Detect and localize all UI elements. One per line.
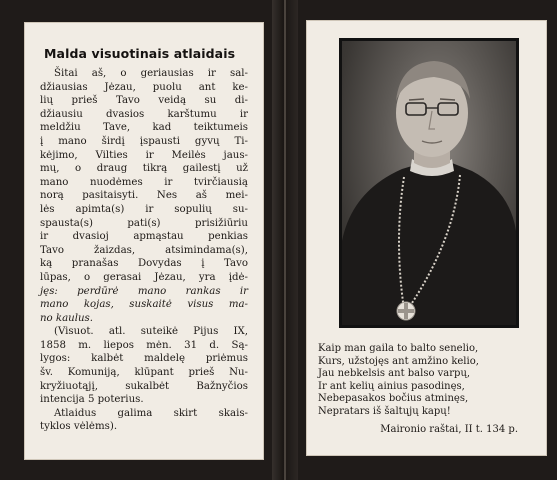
prayer-line: kėjimo, Vilties ir Meilės jaus- [40,149,248,161]
prayer-line: į mano širdį įspausti gyvų Ti- [40,135,248,147]
prayer-line: mano nuodėmes ir tvirčiausią [40,176,248,188]
prayer-line: lūpas, o gerasai Jėzau, yra įdė- [40,271,248,283]
note-line: šv. Komuniją, klūpant prieš Nu- [40,367,248,379]
prayer-line: džiausiu dvasios karštumu ir [40,108,248,120]
prayer-line: ką pranašas Dovydas į Tavo [40,258,248,270]
prayer-line: Šitai aš, o geriausias ir sal- [54,68,248,79]
note-line: kryžiuotąjį, sukalbėt Bažnyčios [40,380,248,392]
note-line: (Visuot. atl. suteikė Pijus IX, [54,326,248,338]
prayer-line: lių prieš Tavo veidą su di- [40,95,248,107]
prayer-line: mano kojas, suskaitė visus ma- [40,299,248,311]
poem-line: Kaip man gaila to balto senelio, [318,343,479,354]
note-line: 1858 m. liepos mėn. 31 d. Są- [40,339,248,351]
priest-portrait-icon [342,41,516,325]
note-line: intencija 5 poterius. [40,394,144,406]
prayer-line: ir dvasioj apmąstau penkias [40,231,248,243]
prayer-line: lės apimta(s) ir sopulių su- [40,203,248,215]
poem-line: Nebepasakos bočius atminęs, [318,393,469,405]
poem-line: Kurs, užstojęs ant amžino kelio, [318,355,479,367]
closing-line: tyklos vėlėms). [40,421,118,433]
prayer-title: Malda visuotinais atlaidais [44,46,236,61]
poem [318,343,536,419]
poem-line: Nepratars iš šaltųjų kapų! [318,405,451,417]
poem-source: Maironio raštai, II t. 134 p. [380,424,518,435]
prayer-line: džiausias Jėzau, puolu ant ke- [40,81,248,93]
poem-line: Ir ant kelių ainius pasodinęs, [318,380,465,392]
poem-line: Jau nebkelsis ant balso varpų, [318,368,471,380]
portrait-photo-icon [342,41,516,325]
note-line: lygos: kalbėt maldelę priėmus [40,353,248,365]
prayer-line: meldžiu Tave, kad teiktumeis [40,122,248,134]
prayer-line: no kaulus. [40,312,94,324]
prayer-line: mų, o draug tikrą gailestį už [40,163,248,175]
prayer-line: norą pasitaisyti. Nes aš mei- [40,190,248,202]
prayer-line: Tavo žaizdas, atsimindama(s), [40,244,248,256]
prayer-line: spausta(s) pati(s) prisižiūriu [40,217,248,229]
prayer-line: jęs: perdūrė mano rankas ir [40,285,248,297]
prayer-text [40,67,248,434]
closing-line: Atlaidus galima skirt skais- [54,407,248,419]
fold-line [284,0,286,480]
